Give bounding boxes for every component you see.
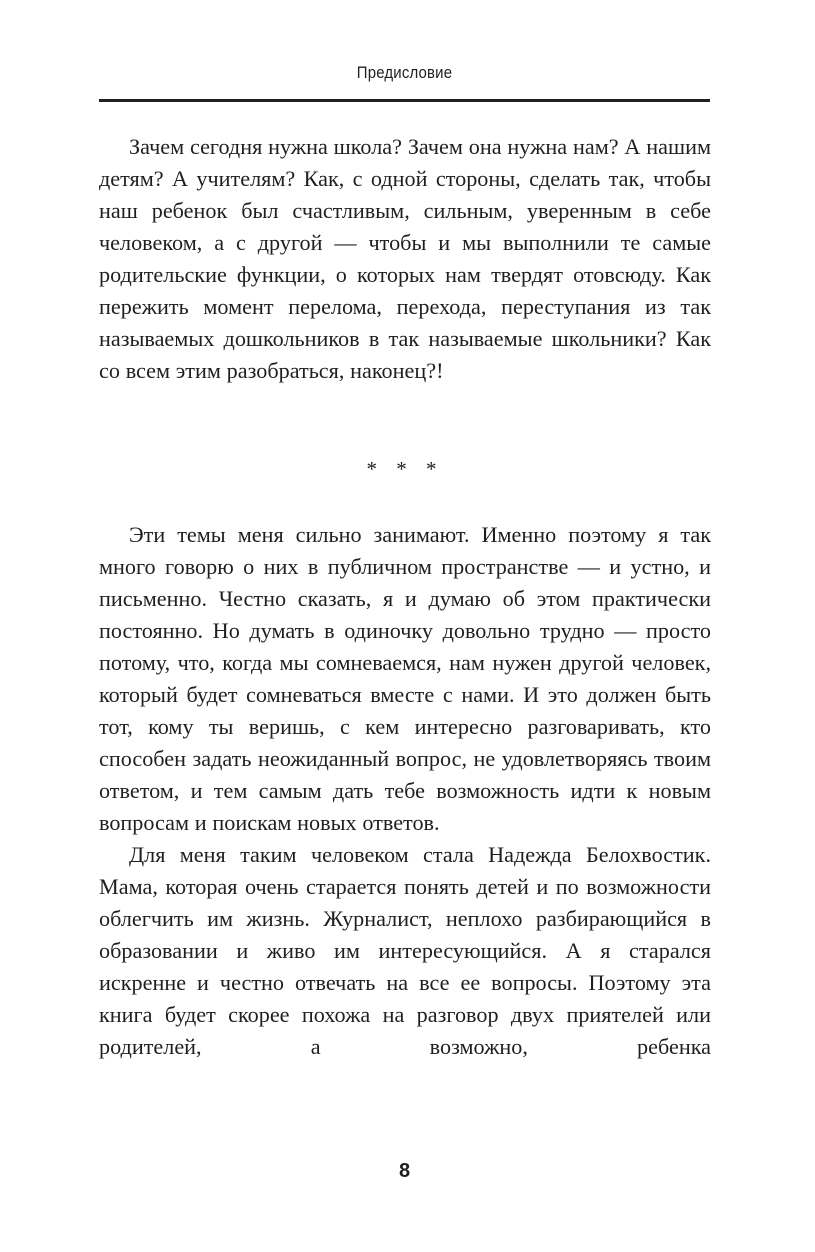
paragraph-1: Зачем сегодня нужна школа? Зачем она нужна нам? А нашим детям? А учителям? Как, с одной стороны, сделать так, чтобы наш ребенок был счастливым, сильным, уверенным в себе человеком, а с другой — чтобы и мы выполнили те самые родительские функции, о которых нам твердят отовсюду. Как пережить момент перелома, перехода, переступания из так называемых дошкольников в так называемые школьники? Как со всем этим разобраться, наконец?! [99, 134, 711, 383]
paragraph-2: Эти темы меня сильно занимают. Именно поэтому я так много говорю о них в публичном пространстве — и устно, и письменно. Честно сказать, я и думаю об этом практически постоянно. Но думать в одиночку довольно трудно — просто потому, что, когда мы сомневаемся, нам нужен другой человек, который будет сомневаться вместе с нами. И это должен быть тот, кому ты веришь, с кем интересно разговаривать, кто способен задать неожиданный вопрос, не удовлетворяясь твоим ответом, и тем самым дать тебе возможность идти к новым вопросам и поискам новых ответов. [99, 522, 711, 835]
paragraph-3: Для меня таким человеком стала Надежда Белохвостик. Мама, которая очень старается понять детей и по возможности облегчить им жизнь. Журналист, неплохо разбирающийся в образовании и живо им интересующийся. А я старался искренне и честно отвечать на все ее вопросы. Поэтому эта книга будет скорее похожа на разговор двух приятелей или родителей, а возможно, ребенка [99, 842, 711, 1059]
header-rule [99, 99, 710, 102]
body-text-block [99, 131, 711, 1063]
divider-spacer-top [99, 387, 711, 453]
running-head: Предисловие [356, 63, 453, 82]
section-divider: * * * [366, 457, 444, 481]
divider-spacer-bottom [99, 485, 711, 519]
page-number: 8 [398, 1160, 411, 1182]
